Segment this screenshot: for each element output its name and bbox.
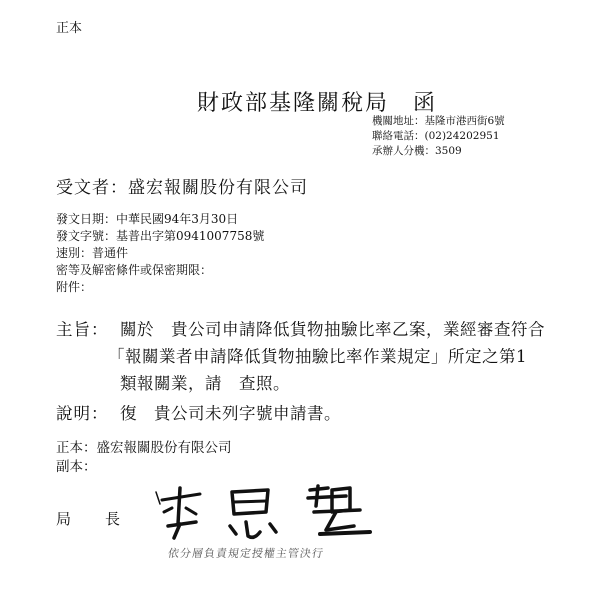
document-type: 函 (413, 91, 438, 116)
original-label: 正本： (56, 440, 97, 456)
original-value: 盛宏報關股份有限公司 (96, 440, 232, 456)
contact-phone: 聯絡電話：(02)24202951 (372, 130, 500, 142)
signatory-title: 局長 (56, 510, 155, 528)
confidentiality: 密等及解密條件或保密期限： (56, 263, 213, 277)
issue-date: 發文日期：中華民國94年3月30日 (56, 212, 239, 226)
document-title (197, 86, 437, 117)
contact-extension: 承辦人分機：3509 (372, 145, 462, 157)
explanation-text: 復 貴公司未列字號申請書。 (120, 404, 341, 423)
subject-line-2: 「報關業者申請降低貨物抽驗比率作業規定」所定之第1 (108, 347, 527, 366)
explanation-label: 說明： (56, 404, 109, 423)
handwritten-signature (150, 482, 390, 542)
subject-line-1: 關於 貴公司申請降低貨物抽驗比率乙案，業經審查符合 (120, 320, 545, 339)
contact-address: 機關地址：基隆市港西街6號 (372, 115, 505, 127)
delegation-note: 依分層負責規定授權主管決行 (167, 547, 325, 560)
original-recipient (56, 436, 232, 456)
recipient-line: 受文者：盛宏報關股份有限公司 (56, 178, 308, 198)
delivery-speed: 速別：普通件 (56, 246, 129, 260)
issuing-agency: 財政部基隆關稅局 (197, 91, 390, 116)
copy-mark: 正本 (56, 21, 83, 36)
subject-line-3: 類報關業，請 查照。 (120, 374, 290, 393)
subject-label: 主旨： (56, 320, 109, 339)
attachments: 附件： (56, 280, 93, 294)
document-number: 發文字號：基普出字第0941007758號 (56, 229, 265, 243)
copy-recipient-label: 副本： (56, 459, 97, 475)
